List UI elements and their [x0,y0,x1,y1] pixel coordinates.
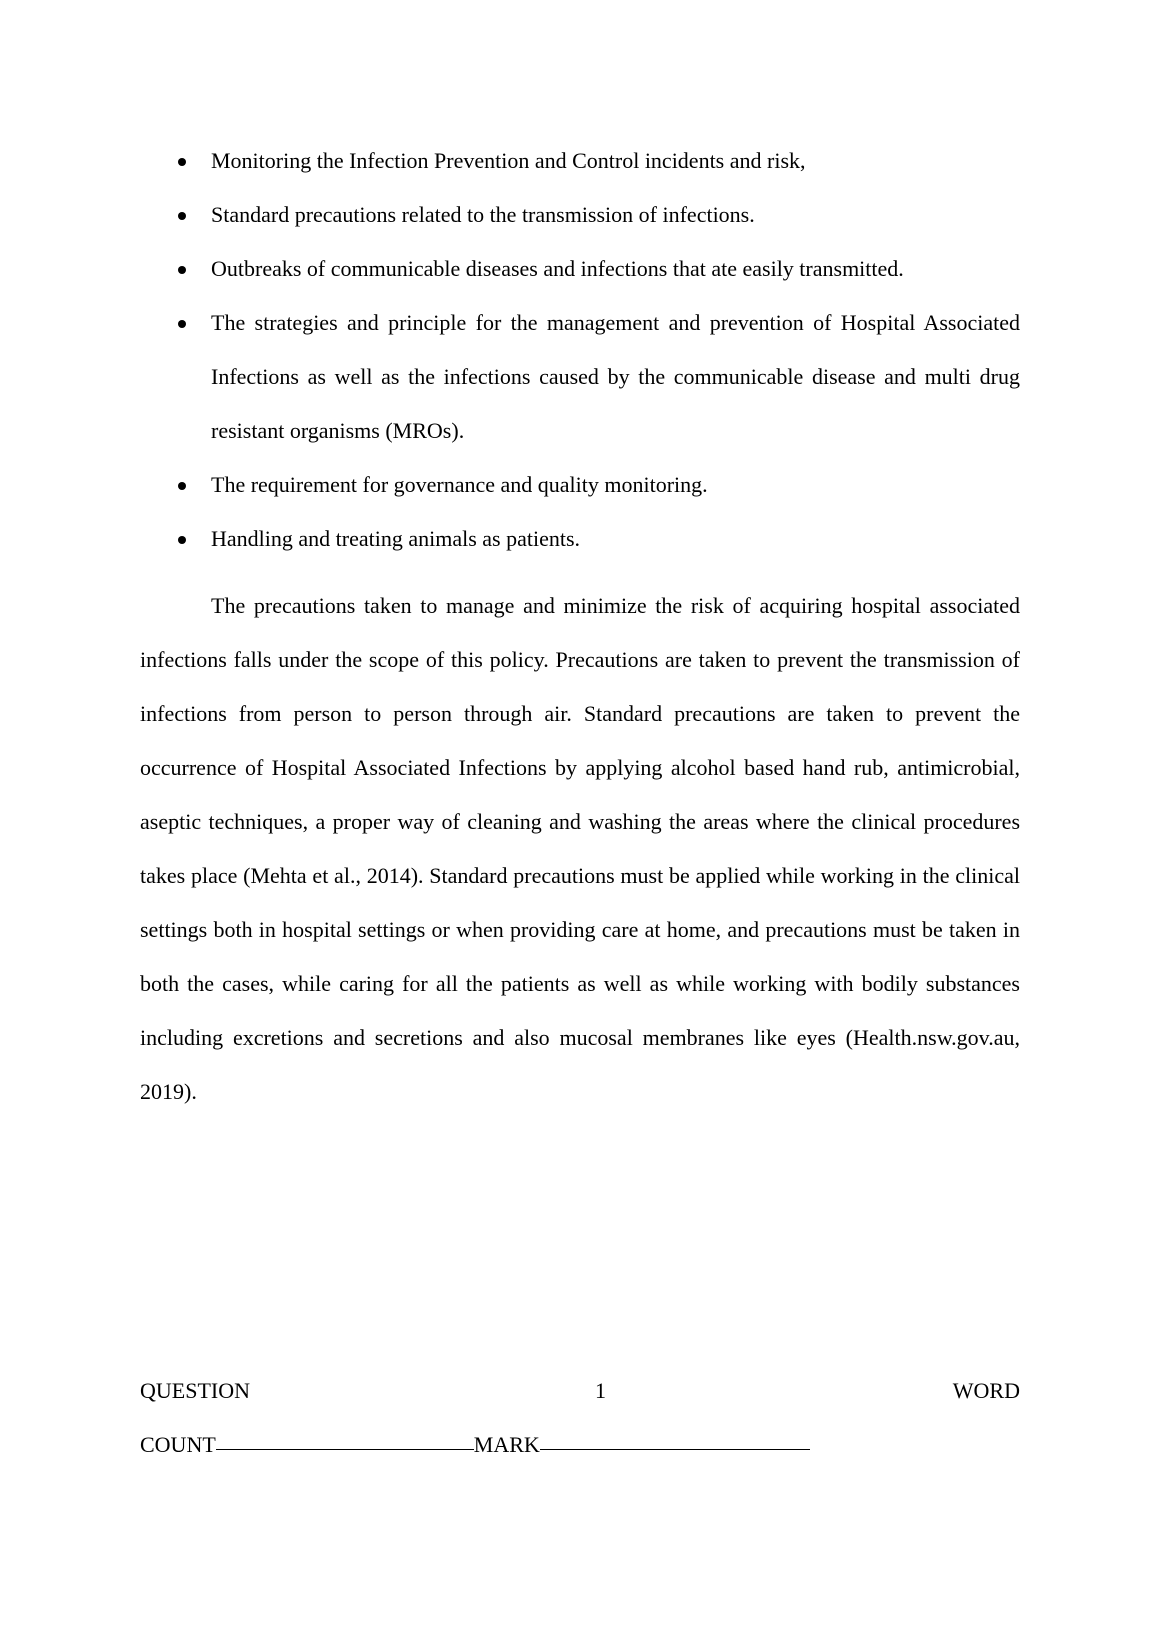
question-label: QUESTION [140,1378,250,1403]
bullet-text: Monitoring the Infection Prevention and Control incidents and risk, [211,148,806,173]
question-header-row [140,1364,1020,1418]
word-count-blank [216,1448,474,1450]
body-paragraph: The precautions taken to manage and minimize the risk of acquiring hospital associated infections falls under the scope of this policy. Precautions are taken to prevent the transmission of infections from person to person through air. Standard precautions are taken to prevent the occurrence of Hospital Associated Infections by applying alcohol based hand rub, antimicrobial, aseptic techniques, a proper way of cleaning and washing the areas where the clinical procedures takes place (Mehta et al., 2014). Standard precautions must be applied while working in the clinical settings both in hospital settings or when providing care at home, and precautions must be taken in both the cases, while caring for all the patients as well as while working with bodily substances including excretions and secretions and also mucosal membranes like eyes (Health.nsw.gov.au, 2019). [140,593,1020,1104]
bullet-icon [178,536,186,544]
count-label: COUNT [140,1432,216,1457]
word-label: WORD [952,1378,1020,1403]
bullet-text: Standard precautions related to the transmission of infections. [211,202,755,227]
bullet-text: The strategies and principle for the management and prevention of Hospital Associated Infections as well as the infections caused by the communicable disease and multi drug resistant organisms (MROs). [211,310,1020,443]
mark-label: MARK [473,1432,540,1457]
bullet-text: The requirement for governance and quality monitoring. [211,472,708,497]
count-mark-row [140,1418,1020,1472]
bullet-list [140,134,1020,566]
question-number: 1 [595,1378,606,1403]
bullet-icon [178,320,186,328]
bullet-icon [178,212,186,220]
bullet-item [140,242,1020,296]
bullet-item [140,296,1020,458]
bullet-text: Handling and treating animals as patients. [211,526,581,551]
bullet-item [140,458,1020,512]
bullet-icon [178,266,186,274]
bullet-item [140,188,1020,242]
bullet-icon [178,482,186,490]
mark-blank [540,1448,810,1450]
bullet-text: Outbreaks of communicable diseases and infections that ate easily transmitted. [211,256,904,281]
bullet-item [140,512,1020,566]
bullet-icon [178,158,186,166]
bullet-item [140,134,1020,188]
